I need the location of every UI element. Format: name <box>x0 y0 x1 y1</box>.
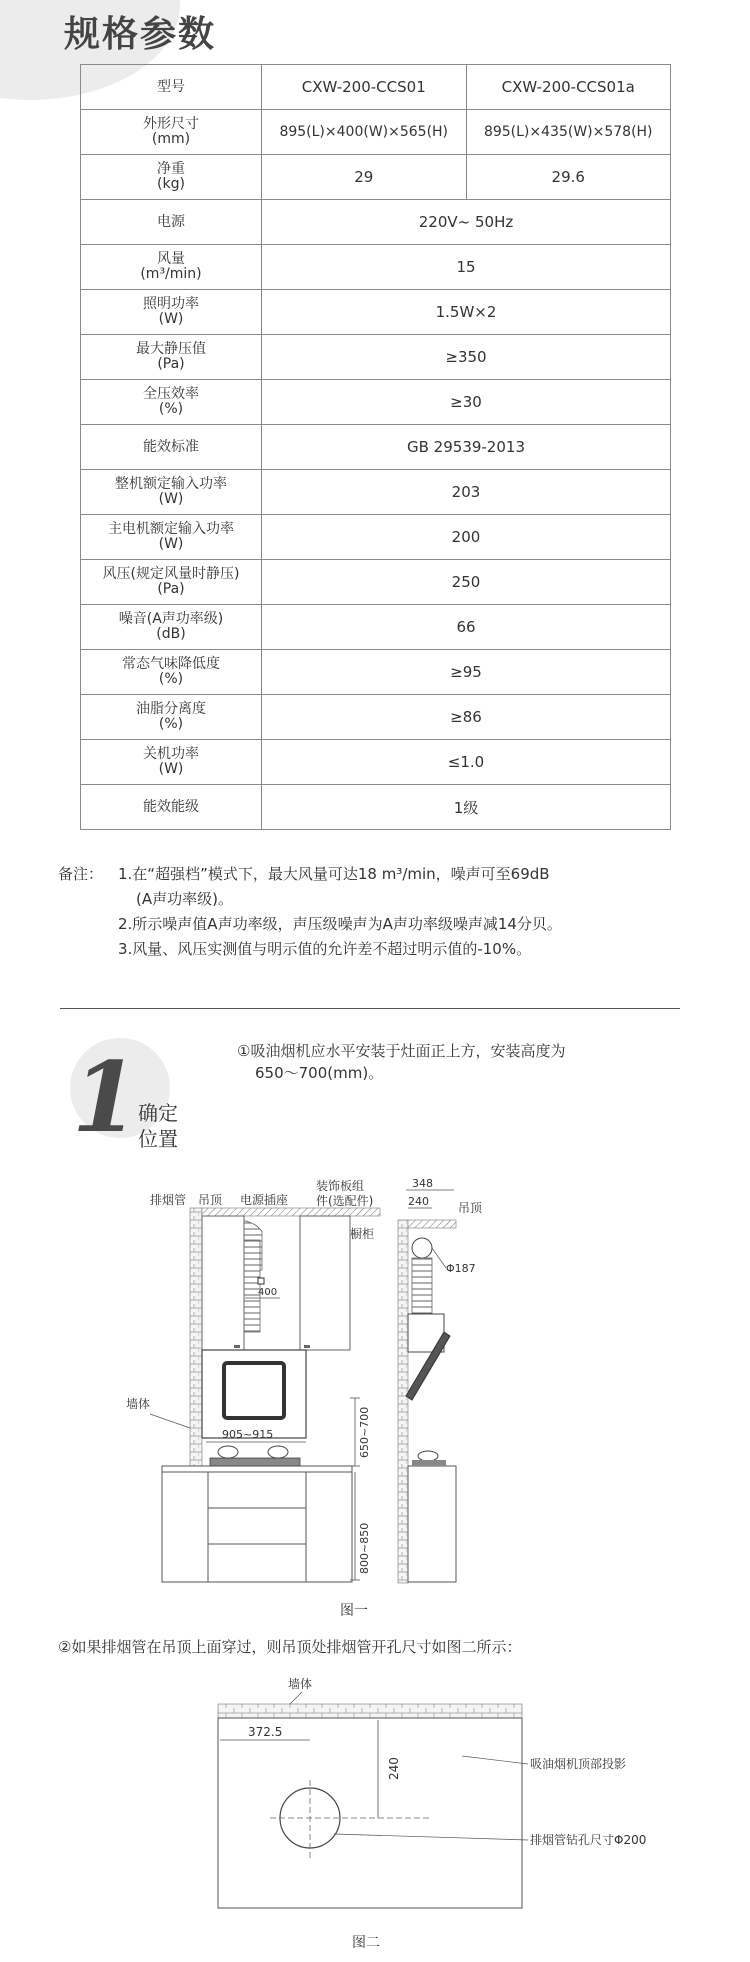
row-label <box>81 740 262 785</box>
step1-note-line: 650～700(mm)。 <box>255 1064 384 1082</box>
label-unit: (mm) <box>151 131 191 147</box>
row-label <box>81 200 262 245</box>
row-label <box>81 155 262 200</box>
table-row <box>81 785 671 830</box>
row-value: ≥350 <box>262 335 671 380</box>
label-unit: (%) <box>158 671 184 687</box>
row-value: ≥30 <box>262 380 671 425</box>
cell-weight-2: 29.6 <box>466 155 671 200</box>
row-label <box>81 650 262 695</box>
ceiling-bar <box>202 1208 380 1216</box>
cell-model-2: CXW-200-CCS01a <box>466 65 671 110</box>
figure-1-drawing <box>126 1160 610 1590</box>
label-unit: (%) <box>158 401 184 417</box>
cell-dim-2: 895(L)×435(W)×578(H) <box>466 110 671 155</box>
step1-note-line: ①吸油烟机应水平安装于灶面正上方，安装高度为 <box>237 1042 566 1060</box>
row-label <box>81 515 262 560</box>
table-row <box>81 200 671 245</box>
row-value: 1.5W×2 <box>262 290 671 335</box>
hood-panel <box>224 1363 284 1418</box>
label-text: 风压(规定风量时静压) <box>102 566 240 582</box>
label-unit: (Pa) <box>157 581 185 597</box>
label-text: 照明功率 <box>143 296 199 312</box>
label-text: 全压效率 <box>143 386 199 402</box>
base-cabinet <box>162 1472 352 1582</box>
table-row <box>81 380 671 425</box>
fig2-wall <box>218 1704 522 1718</box>
label-text: 能效能级 <box>143 798 199 815</box>
side-ceiling <box>408 1220 456 1228</box>
label-socket: 电源插座 <box>240 1193 289 1207</box>
step2-note: ②如果排烟管在吊顶上面穿过，则吊顶处排烟管开孔尺寸如图二所示： <box>58 1638 522 1656</box>
label-text: 关机功率 <box>143 746 199 762</box>
label-text: 能效标准 <box>143 438 199 455</box>
table-row <box>81 110 671 155</box>
note-item: 2.所示噪声值A声功率级，声压级噪声为A声功率级噪声减14分贝。 <box>118 915 562 933</box>
label-unit: (W) <box>158 761 184 777</box>
label-deco-1: 装饰板组 <box>316 1179 365 1193</box>
label-unit: (W) <box>158 536 184 552</box>
side-duct-circle <box>412 1238 432 1258</box>
row-label <box>81 560 262 605</box>
row-label <box>81 605 262 650</box>
row-label <box>81 470 262 515</box>
side-label-phi: Φ187 <box>446 1262 476 1275</box>
dim-400-label: 400 <box>258 1287 278 1298</box>
table-row <box>81 65 671 110</box>
row-label <box>81 110 262 155</box>
side-dim-240: 240 <box>408 1195 429 1208</box>
label-wall: 墙体 <box>126 1397 151 1411</box>
label-text: 油脂分离度 <box>136 701 206 717</box>
label-text: 最大静压值 <box>136 341 206 357</box>
step1-note <box>237 1040 657 1084</box>
row-label <box>81 245 262 290</box>
figure-1 <box>126 1160 610 1590</box>
table-row <box>81 470 671 515</box>
row-value: 1级 <box>262 785 671 830</box>
label-unit: (dB) <box>156 626 186 642</box>
cell-model-1: CXW-200-CCS01 <box>262 65 467 110</box>
label-unit: (m³/min) <box>140 266 202 282</box>
row-label <box>81 380 262 425</box>
table-row <box>81 515 671 560</box>
label-text: 整机额定输入功率 <box>115 476 227 492</box>
row-value: ≥86 <box>262 695 671 740</box>
upper-cabinet-left <box>202 1216 244 1350</box>
table-row <box>81 650 671 695</box>
table-row <box>81 695 671 740</box>
side-counter <box>408 1466 456 1582</box>
fig2-dim-y: 240 <box>387 1757 401 1780</box>
row-label <box>81 425 262 470</box>
row-value: 15 <box>262 245 671 290</box>
label-text: 主电机额定输入功率 <box>108 521 234 537</box>
side-label-ceiling: 吊顶 <box>458 1201 483 1215</box>
label-text: 净重 <box>157 161 185 177</box>
label-unit: (Pa) <box>157 356 185 372</box>
note-item: 1.在“超强档”模式下，最大风量可达18 m³/min，噪声可至69dB <box>118 865 550 883</box>
table-row <box>81 605 671 650</box>
row-value: 220V~ 50Hz <box>262 200 671 245</box>
label-text: 外形尺寸 <box>143 116 199 132</box>
table-row <box>81 290 671 335</box>
row-value: ≤1.0 <box>262 740 671 785</box>
spec-rows <box>81 200 671 830</box>
table-row <box>81 560 671 605</box>
label-cabinet: 橱柜 <box>350 1227 375 1241</box>
label-unit: (kg) <box>157 176 185 192</box>
row-value: 66 <box>262 605 671 650</box>
label-unit: (W) <box>158 311 184 327</box>
section-divider <box>60 1008 680 1009</box>
label-text: 电源 <box>157 213 185 230</box>
label-text: 常态气味降低度 <box>122 656 220 672</box>
wall-left <box>190 1208 202 1483</box>
row-label: 型号 <box>81 65 262 110</box>
row-value: 250 <box>262 560 671 605</box>
page-title: 规格参数 <box>64 14 217 55</box>
row-value: ≥95 <box>262 650 671 695</box>
note-item: (A声功率级)。 <box>136 890 233 908</box>
cell-weight-1: 29 <box>262 155 467 200</box>
dim-width-label: 905~915 <box>222 1428 274 1441</box>
cell-dim-1: 895(L)×400(W)×565(H) <box>262 110 467 155</box>
label-exhaust-pipe: 排烟管 <box>150 1193 187 1207</box>
row-label <box>81 335 262 380</box>
fig2-label-projection: 吸油烟机顶部投影 <box>530 1757 627 1771</box>
row-label <box>81 695 262 740</box>
upper-cabinet-right <box>300 1216 350 1350</box>
side-wall <box>398 1220 408 1583</box>
figure-2 <box>210 1668 710 1918</box>
step-number: 1 <box>72 1041 139 1154</box>
step-title-line: 位置 <box>138 1127 178 1151</box>
figure-2-caption: 图二 <box>352 1935 380 1951</box>
fig2-label-hole: 排烟管钻孔尺寸Φ200 <box>530 1833 647 1847</box>
label-unit: (%) <box>158 716 184 732</box>
dim-height-label: 650~700 <box>358 1406 371 1458</box>
label-deco-2: 件(选配件) <box>316 1194 374 1208</box>
label-unit: (W) <box>158 491 184 507</box>
table-row <box>81 245 671 290</box>
note-item: 3.风量、风压实测值与明示值的允许差不超过明示值的-10%。 <box>118 940 532 958</box>
label-ceiling: 吊顶 <box>198 1193 223 1207</box>
step-title-line: 确定 <box>138 1101 178 1125</box>
table-row <box>81 740 671 785</box>
table-row <box>81 155 671 200</box>
row-label <box>81 290 262 335</box>
notes-block <box>58 862 718 962</box>
stove <box>210 1458 300 1466</box>
figure-2-drawing <box>210 1668 710 1918</box>
fig2-label-wall: 墙体 <box>288 1677 313 1691</box>
fig2-dim-x: 372.5 <box>248 1725 283 1739</box>
row-label <box>81 785 262 830</box>
label-text: 噪音(A声功率级) <box>118 611 224 627</box>
fig2-projection <box>218 1718 522 1908</box>
socket <box>258 1278 264 1284</box>
label-text: 风量 <box>157 251 185 267</box>
row-value: 203 <box>262 470 671 515</box>
counter-top <box>162 1466 352 1472</box>
notes-head: 备注： <box>58 865 104 883</box>
side-dim-348: 348 <box>412 1177 433 1190</box>
side-duct <box>412 1258 432 1314</box>
table-row <box>81 335 671 380</box>
row-value: GB 29539-2013 <box>262 425 671 470</box>
dim-counter-label: 800~850 <box>358 1522 371 1574</box>
spec-table <box>80 64 671 830</box>
figure-1-caption: 图一 <box>340 1603 368 1619</box>
step-title <box>138 1100 178 1152</box>
table-row <box>81 425 671 470</box>
row-value: 200 <box>262 515 671 560</box>
